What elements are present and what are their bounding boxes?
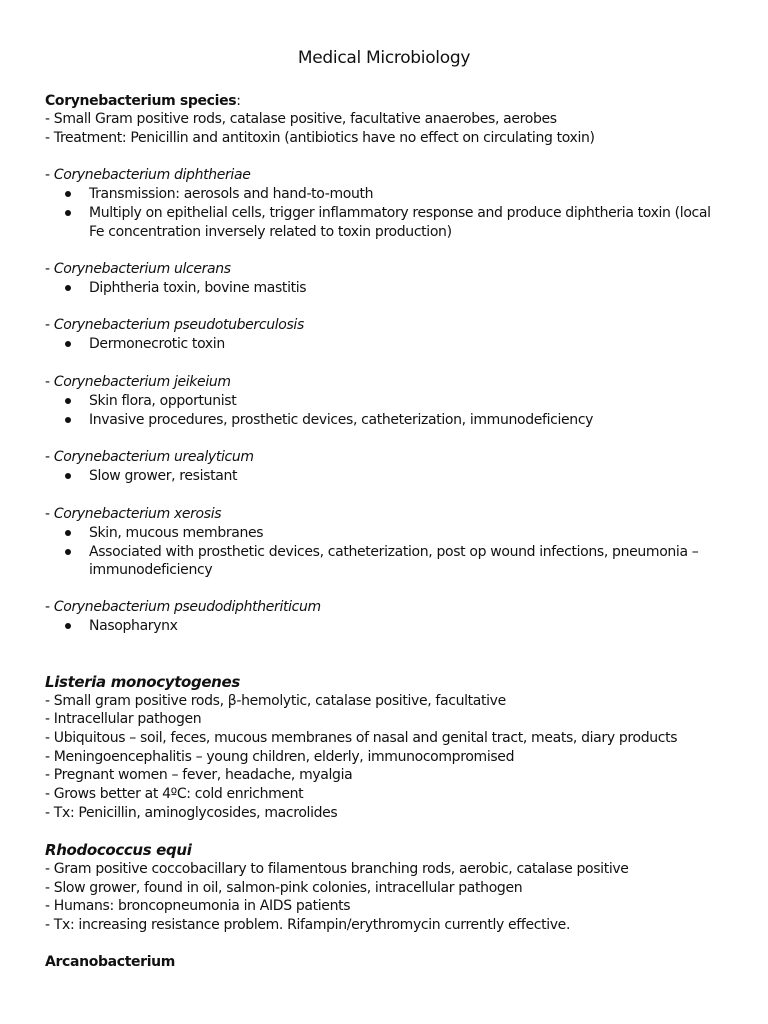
page-title: Medical Microbiology bbox=[297, 48, 471, 68]
bullet-icon bbox=[65, 530, 71, 536]
text-line: - Tx: Penicillin, aminoglycosides, macrolides bbox=[45, 805, 338, 821]
bullet-icon bbox=[65, 417, 71, 423]
bullet-text: Slow grower, resistant bbox=[89, 468, 238, 484]
text-line: - Ubiquitous – soil, feces, mucous membranes of nasal and genital tract, meats, diary products bbox=[45, 730, 678, 746]
text-line: - Pregnant women – fever, headache, myalgia bbox=[45, 767, 353, 783]
section-heading-listeria: Listeria monocytogenes bbox=[45, 673, 240, 691]
bullet-text: Skin flora, opportunist bbox=[89, 393, 237, 409]
species-heading: - Corynebacterium ulcerans bbox=[45, 261, 231, 277]
species-heading: - Corynebacterium jeikeium bbox=[45, 374, 231, 390]
text-line: - Slow grower, found in oil, salmon-pink colonies, intracellular pathogen bbox=[45, 880, 523, 896]
text-line: - Gram positive coccobacillary to filamentous branching rods, aerobic, catalase positive bbox=[45, 861, 629, 877]
bullet-icon bbox=[65, 473, 71, 479]
species-heading: - Corynebacterium pseudotuberculosis bbox=[45, 317, 304, 333]
bullet-text: Invasive procedures, prosthetic devices, catheterization, immunodeficiency bbox=[89, 412, 594, 428]
bullet-text: Skin, mucous membranes bbox=[89, 525, 264, 541]
text-line: - Tx: increasing resistance problem. Rifampin/erythromycin currently effective. bbox=[45, 917, 571, 933]
species-heading: - Corynebacterium diphtheriae bbox=[45, 167, 251, 183]
section-heading-corynebacterium: Corynebacterium species: bbox=[45, 93, 241, 109]
section-heading-arcanobacterium: Arcanobacterium bbox=[45, 954, 176, 970]
bullet-icon bbox=[65, 398, 71, 404]
bullet-text: Nasopharynx bbox=[89, 618, 178, 634]
bullet-text: Transmission: aerosols and hand-to-mouth bbox=[89, 186, 374, 202]
text-line: - Small Gram positive rods, catalase positive, facultative anaerobes, aerobes bbox=[45, 111, 557, 127]
bullet-icon bbox=[65, 191, 71, 197]
species-heading: - Corynebacterium urealyticum bbox=[45, 449, 254, 465]
bullet-text: Diphtheria toxin, bovine mastitis bbox=[89, 280, 307, 296]
bullet-icon bbox=[65, 623, 71, 629]
text-line: - Intracellular pathogen bbox=[45, 711, 202, 727]
species-heading: - Corynebacterium xerosis bbox=[45, 506, 222, 522]
text-line: - Small gram positive rods, β-hemolytic, catalase positive, facultative bbox=[45, 693, 506, 709]
bullet-icon bbox=[65, 210, 71, 216]
bullet-text: Multiply on epithelial cells, trigger inflammatory response and produce diphtheria toxin (local bbox=[89, 205, 711, 221]
bullet-text: Associated with prosthetic devices, catheterization, post op wound infections, pneumonia – bbox=[89, 544, 699, 560]
bullet-icon bbox=[65, 549, 71, 555]
text-line: - Humans: broncopneumonia in AIDS patients bbox=[45, 898, 351, 914]
bullet-text-continuation: Fe concentration inversely related to toxin production) bbox=[89, 224, 452, 240]
bullet-text: Dermonecrotic toxin bbox=[89, 336, 225, 352]
text-line: - Treatment: Penicillin and antitoxin (antibiotics have no effect on circulating toxin) bbox=[45, 130, 595, 146]
text-line: - Meningoencephalitis – young children, elderly, immunocompromised bbox=[45, 749, 515, 765]
bullet-icon bbox=[65, 285, 71, 291]
text-line: - Grows better at 4ºC: cold enrichment bbox=[45, 786, 304, 802]
species-heading: - Corynebacterium pseudodiphtheriticum bbox=[45, 599, 321, 615]
bullet-icon bbox=[65, 341, 71, 347]
bullet-text-continuation: immunodeficiency bbox=[89, 562, 213, 578]
section-heading-rhodococcus: Rhodococcus equi bbox=[45, 841, 192, 859]
